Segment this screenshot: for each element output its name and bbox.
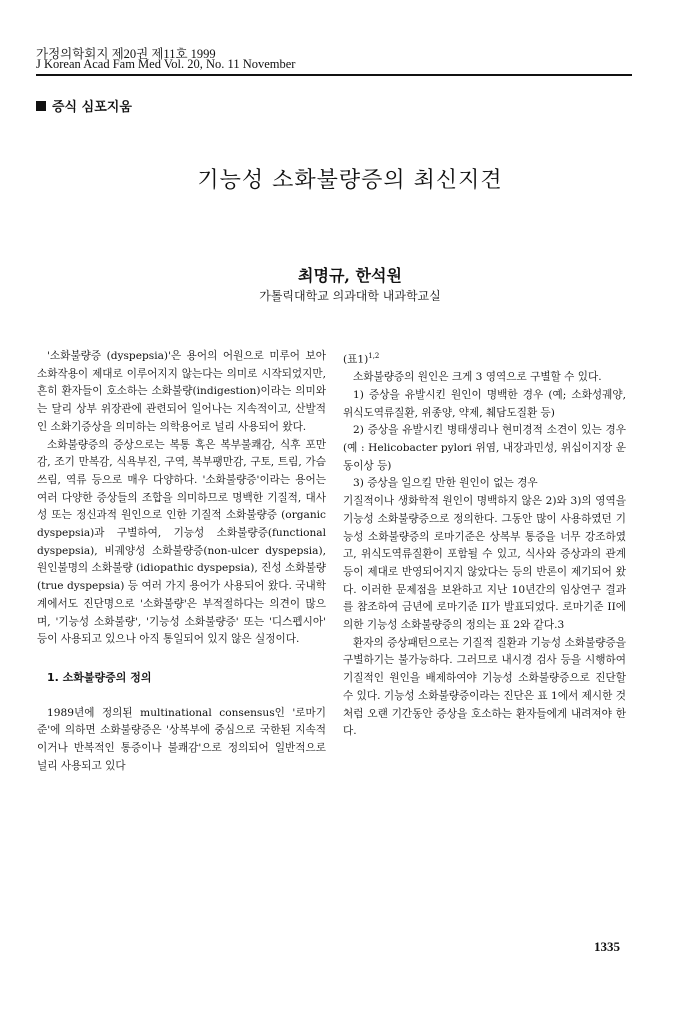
paragraph: '소화불량증 (dyspepsia)'은 용어의 어원으로 미루어 보아 소화작용이 제대로 이루어지지 않는다는 의미로 시작되었지만, 흔히 환자들이 호소하는 소화불량(indigestion)이라는 의미와는 달리 상부 위장관에 관련되어 일어나는 지속적이고, 산발적인 소화기증상을 의미하는 의학용어로 널리 사용되어 왔다. [37, 350, 326, 433]
header-rule [36, 74, 632, 76]
section-label-text: 증식 심포지움 [52, 100, 132, 115]
paragraph: 환자의 증상패턴으로는 기질적 질환과 기능성 소화불량증을 구별하기는 불가능하다. 그러므로 내시경 검사 등을 시행하여 기질적인 원인을 배제하여야 기능성 소화불량증으로 진단할 수 있다. 기능성 소화불량증이라는 진단은 표 1에서 제시한 것처럼 오랜 기간동안 증상을 호소하는 환자들에게 내려져야 한다. [343, 636, 626, 738]
right-column [343, 348, 626, 741]
table-reference [343, 348, 626, 369]
list-item: 2) 증상을 유발시킨 병태생리나 현미경적 소견이 있는 경우 (예 : Helicobacter pylori 위염, 내장과민성, 위십이지장 운동이상 등) [343, 424, 626, 472]
list-item: 1) 증상을 유발시킨 원인이 명백한 경우 (예; 소화성궤양, 위식도역류질환, 위종양, 약제, 췌담도질환 등) [343, 388, 626, 419]
paragraph: 소화불량증의 원인은 크게 3 영역으로 구별할 수 있다. [353, 371, 602, 384]
page-number: 1335 [594, 939, 620, 954]
black-square-icon [36, 101, 46, 111]
list-item: 3) 증상을 일으킬 만한 원인이 없는 경우 [353, 477, 538, 490]
left-column [37, 348, 326, 775]
table-reference-text: (표1) [343, 353, 369, 366]
author-affiliation: 가톨릭대학교 의과대학 내과학교실 [259, 289, 441, 303]
citation-superscript: 1,2 [368, 352, 380, 360]
article-title: 기능성 소화불량증의 최신지견 [197, 168, 503, 193]
journal-citation-english: J Korean Acad Fam Med Vol. 20, No. 11 November [36, 57, 296, 71]
paragraph: 소화불량증의 증상으로는 복통 혹은 복부불쾌감, 식후 포만감, 조기 만복감, 식욕부진, 구역, 복부팽만감, 구토, 트림, 가슴쓰림, 역류 등으로 매우 다양하다. '소화불량증'이라는 용어는 여러 다양한 증상들의 조합을 의미하므로 명백한 기질적, 대사성 또는 정신과적 원인으로 인한 기질적 소화불량증 (organic dyspepsia)과 구별하여, 기능성 소화불량증(functional dyspepsia), 비궤양성 소화불량증(non-ulcer dyspepsia), 원인불명의 소화불량 (idiopathic dyspepsia), 진성 소화불량 (true dyspepsia) 등 여러 가지 용어가 사용되어 왔다. 국내학계에서도 진단명으로 '소화불량'은 부적절하다는 의견이 많으며, '기능성 소화불량', '기능성 소화불량증' 또는 '디스펩시아' 등이 사용되고 있으나 아직 통일되어 있지 않은 실정이다. [37, 438, 326, 646]
paragraph: 기질적이나 생화학적 원인이 명백하지 않은 2)와 3)의 영역을 기능성 소화불량증으로 정의한다. 그동안 많이 사용하였던 기능성 소화불량증의 로마기준은 상복부 통증을 너무 강조하였고, 위식도역류질환이 포함될 수 있고, 식사와 증상과의 관계 등이 제대로 반영되어지지 않았다는 등의 반론이 제기되어 왔다. 이러한 문제점을 보완하고 지난 10년간의 임상연구 결과를 참조하여 금년에 로마기준 II가 발표되었다. 로마기준 II에 의한 기능성 소화불량증의 정의는 표 2와 같다.3 [343, 495, 626, 632]
article-authors: 최명규, 한석원 [298, 266, 402, 285]
section-heading: 1. 소화불량증의 정의 [47, 670, 152, 684]
paragraph: 1989년에 정의된 multinational consensus인 '로마기준'에 의하면 소화불량증은 '상복부에 중심으로 국한된 지속적이거나 반복적인 통증이나 불쾌감'으로 정의되어 일반적으로 널리 사용되고 있다 [37, 706, 326, 772]
journal-citation-korean: 가정의학회지 제20권 제11호 1999 [36, 47, 216, 61]
section-label [36, 96, 132, 115]
